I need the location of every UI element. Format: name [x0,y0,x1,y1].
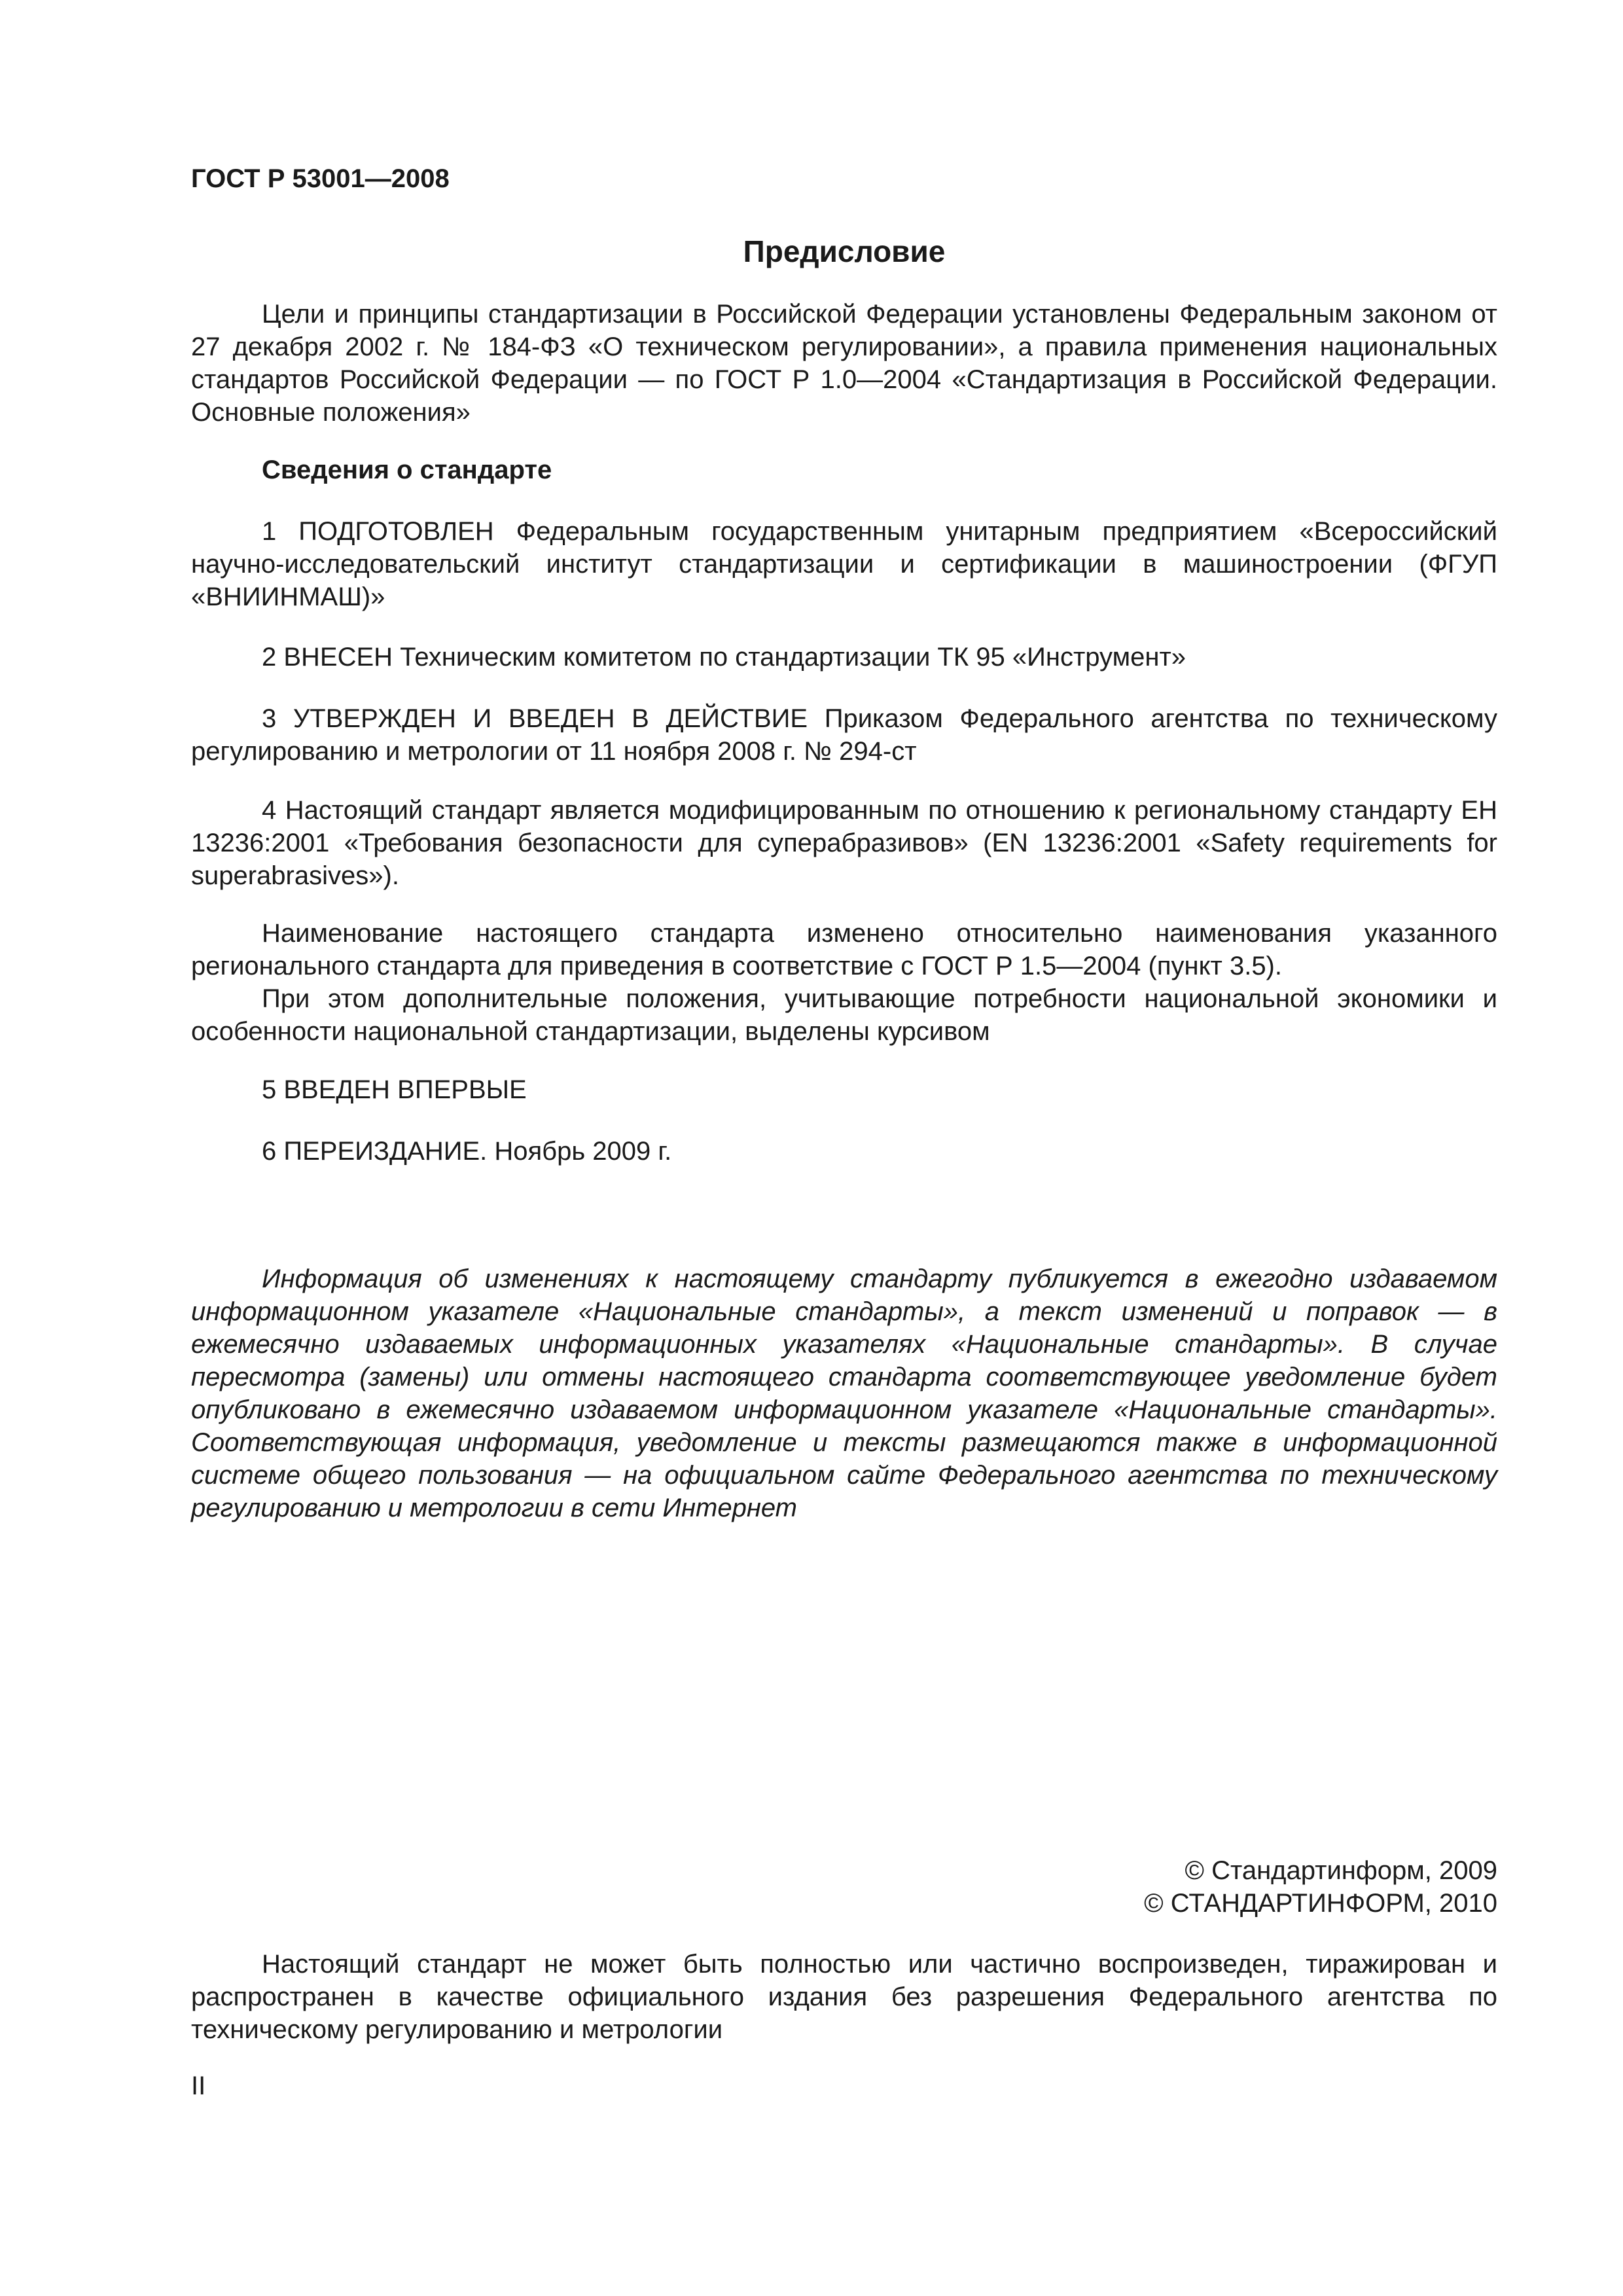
item-introduced: 2 ВНЕСЕН Техническим комитетом по стандартизации ТК 95 «Инструмент» [262,643,1186,672]
section-heading: Сведения о стандарте [262,456,552,484]
item-name-change-group [191,917,1497,1048]
item-prepared: 1 ПОДГОТОВЛЕН Федеральным государственным унитарным предприятием «Всероссийский научно-исследовательский институт стандартизации и сертификации в машиностроении (ФГУП «ВНИИНМАШ)» [191,517,1497,611]
document-number-header: ГОСТ Р 53001—2008 [191,164,450,193]
item-modified: 4 Настоящий стандарт является модифицированным по отношению к региональному стандарту ЕН 13236:2001 «Требования безопасности для суперабразивов» (EN 13236:2001 «Safety requirements for superabrasives»). [191,796,1497,890]
copyright-line-1: © Стандартинформ, 2009 [1185,1856,1497,1885]
item-name-change: Наименование настоящего стандарта изменено относительно наименования указанного регионального стандарта для приведения в соответствие с ГОСТ Р 1.5—2004 (пункт 3.5). [191,919,1497,980]
copyright-line-2: © СТАНДАРТИНФОРМ, 2010 [1144,1889,1497,1918]
reproduction-notice: Настоящий стандарт не может быть полностью или частично воспроизведен, тиражирован и распространен в качестве официального издания без разрешения Федерального агентства по техническому регулированию и метрологии [191,1950,1497,2044]
item-additional-provisions: При этом дополнительные положения, учитывающие потребности национальной экономики и особенности национальной стандартизации, выделены курсивом [191,984,1497,1046]
item-reissue: 6 ПЕРЕИЗДАНИЕ. Ноябрь 2009 г. [262,1137,672,1166]
intro-paragraph: Цели и принципы стандартизации в Российской Федерации установлены Федеральным законом от 27 декабря 2002 г. № 184-ФЗ «О техническом регулировании», а правила применения национальных стандартов Российской Федерации — по ГОСТ Р 1.0—2004 «Стандартизация в Российской Федерации. Основные положения» [191,300,1497,427]
page-number: II [191,2072,206,2100]
item-approved: 3 УТВЕРЖДЕН И ВВЕДЕН В ДЕЙСТВИЕ Приказом Федерального агентства по техническому регулированию и метрологии от 11 ноября 2008 г. № 294-ст [191,704,1497,766]
item-first-introduced: 5 ВВЕДЕН ВПЕРВЫЕ [262,1075,527,1104]
copyright-block [1144,1854,1497,1920]
info-notice: Информация об изменениях к настоящему стандарту публикуется в ежегодно издаваемом информационном указателе «Национальные стандарты», а текст изменений и поправок — в ежемесячно издаваемых информационных указателях «Национальные стандарты». В случае пересмотра (замены) или отмены настоящего стандарта соответствующее уведомление будет опубликовано в ежемесячно издаваемом информационном указателе «Национальные стандарты». Соответствующая информация, уведомление и тексты размещаются также в информационной системе общего пользования — на официальном сайте Федерального агентства по техническому регулированию и метрологии в сети Интернет [191,1265,1497,1522]
page-title: Предисловие [743,234,946,268]
